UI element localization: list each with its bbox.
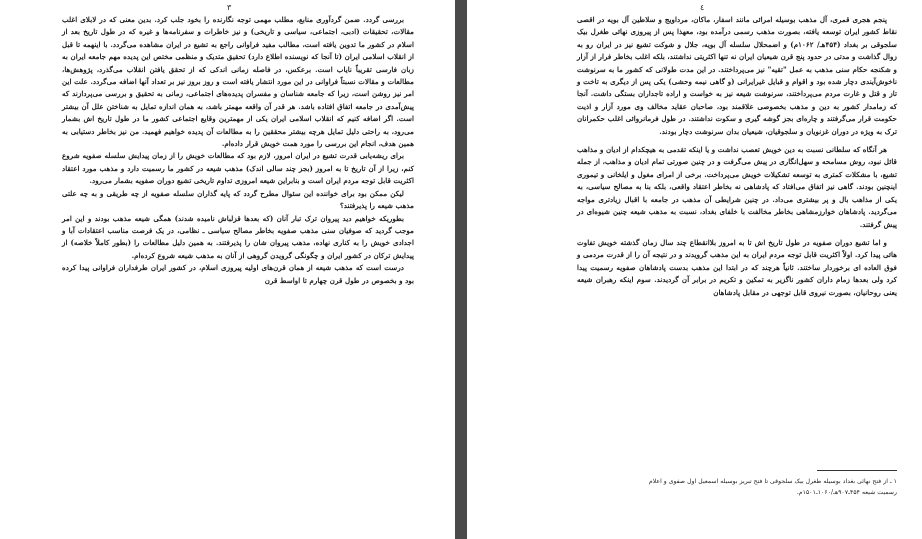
footnote-line: رسمیت شیعه ۴۵۴ـ۹۰۷هـ/۱۰۶۰ـ۱۵۰۱م. [796, 489, 897, 496]
paragraph: بطوریکه خواهیم دید پیروان ترک تبار آنان (که بعدها قزلباش نامیده شدند) همگی شیعه مذهب بودند و این امر موجب گردید که صوفیان سنی مذهب صفویه بخاطر مصالح سیاسی ـ نظامی، در یک فرصت مناسب اعتقادات آبا و اجدادی خویش را به کناری نهاده، مذهب پیروان شان را پذیرفتند. به همین دلیل مطالعات را (بطور کاملاً خلاصه) از پیدایش ترکان در کشور ایران و چگونگی گرویدن گروهی از آنان به مذهب شیعه شروع کرده‌ام. [62, 213, 414, 260]
paragraph: و اما تشیع دوران صفویه در طول تاریخ اش تا به امروز بلاانقطاع چند سال زمان گذشته خویش تفاوت هائی پیدا کرد. اولاً اکثریت قابل توجه مردم ایران به این مذهب گرویدند و در نتیجه آن را از قدرت مردمی و فوق العاده ای برخوردار ساختند. ثانیاً هرچند که در ابتدا این مذهب بدست پادشاهان صفویه رسمیت پیدا کرد ولی بعدها زمام داران کشور ناگزیر به تمکین و تکریم در برابر آن گردیدند. سوم اینکه رهبران شیعه یعنی روحانیان، بصورت نیروی قابل توجهی در مقابل پادشاهان [577, 237, 897, 297]
left-page-body [62, 14, 414, 287]
right-page [467, 0, 922, 539]
paragraph: برای ریشه‌یابی قدرت تشیع در ایران امروز، لازم بود که مطالعات خویش را از زمان پیدایش سلسله صفویه شروع کنم، زیرا از آن تاریخ تا به امروز (بجز چند سالی اندک) مذهب شیعه در کشور ما رسمیت دارد و مذهب مورد اعتقاد اکثریت قابل توجه مردم ایران است و بنابراین شیعه امروزی تداوم تاریخی تشیع دوران صفویه بشمار می‌رود. [62, 151, 414, 186]
left-page [0, 0, 455, 539]
book-gutter [455, 0, 467, 539]
paragraph: هر آنگاه که سلطانی نسبت به دین خویش تعصب نداشت و یا اینکه تقدمی به هیچکدام از ادیان و مذاهب قائل نبود، روش مسامحه و سهل‌انگاری در پیش می‌گرفت و در چنین صورتی تمام ادیان و مذاهب، از جمله تشیع، با مشکلات کمتری به توسعه تشکیلات خویش می‌پرداخت. برخی از امرای مغول و ایلخانی و تیموری اینچنین بودند. گاهی نیز اتفاق می‌افتاد که پادشاهی نه بخاطر اعتقاد واقعی، بلکه بنا به مصالح سیاسی، به یکی از مذاهب بال و پر بیشتری می‌داد. در چنین شرایطی آن مذهب در جامعه با اقبال زیادتری مواجه می‌گردید. پادشاهان خوارزمشاهی بخاطر مخالفت با خلفای بغداد، نسبت به مذهب شیعه چنین شیوه‌ای در پیش گرفتند. [577, 145, 897, 229]
left-page-number: ۳ [227, 3, 232, 12]
paragraph: درست است که مذهب شیعه از همان قرن‌های اولیه پیروزی اسلام، در کشور ایران طرفداران فراوانی پیدا کرده بود و بخصوص در طول قرن چهارم تا اواسط قرن [62, 263, 414, 285]
footnote [577, 476, 897, 498]
footnote-divider [817, 470, 897, 471]
paragraph: پنجم هجری قمری، آل مذهب بوسیله امرائی مانند اسفار، ماکان، مرداویج و سلاطین آل بویه در اقصی نقاط کشور ایران توسعه یافته، بصورت مذهب رسمی درآمده بود، معهذا پس از پیروزی نهائی طغرل بیک سلجوقی بر بغداد (۴۵۴هـ/ ۱۰۶۲م) و اضمحلال سلسله آل بویه، جلال و شوکت تشیع نیز در ایران رو به زوال گذاشت و مدتی در حدود پنج قرن شیعیان ایران نه تنها اکثریتی نداشتند، بلکه اغلب بخاطر فرار از آزار و شکنجه حکام سنی مذهب به عمل "تقیه" نیز می‌پرداختند. در این مدت طولانی که کشور ما به سرنوشت ناخوش‌آیندی دچار شده بود و اقوام و قبایل غیرایرانی (و گاهی نیمه وحشی) یکی پس از دیگری به تاخت و تاز و قتل و غارت مردم می‌پرداختند، سرنوشت شیعه نیز به خواست و اراده تاجداران بستگی داشت. آنجا که زمامدار کشور به دین و مذهب بخصوصی علاقمند بود، صاحبان عقاید مخالف وی مورد آزار و اذیت حکومت قرار می‌گرفتند و چاره‌ای بجز گوشه گیری و سکوت نداشتند. در طول فرمانروائی اغلب حکمرانان ترک به ویژه در دوران غزنویان و سلجوقیان، شیعیان بدان سرنوشت دچار بودند. [577, 15, 897, 136]
right-page-body [577, 14, 897, 299]
footnote-line: ۱ ـ از فتح نهائی بغداد بوسیله طغرل بیک سلجوقی تا فتح تبریز بوسیله اسمعیل اول صفوی و اعلام [648, 478, 897, 485]
right-page-number: ٤ [700, 3, 705, 12]
paragraph: بررسی گردد. ضمن گردآوری منابع، مطلب مهمی توجه نگارنده را بخود جلب کرد. بدین معنی که در لابلای اغلب مقالات، تحقیقات (ادبی، اجتماعی، سیاسی و تاریخی) و نیز خاطرات و سفرنامه‌ها و غیره که در طول تاریخ بعد از اسلام در کشور ما تدوین یافته است، مطالب مفید فراوانی راجع به تشیع در ایران مشاهده می‌گردد. با اینهمه تا قبل از انقلاب اسلامی ایران (تا آنجا که نویسنده اطلاع دارد) تحقیق متدیک و منظمی مختص این پدیده مهم جامعه ایران به زبان فارسی تقریباً نایاب است. برعکس، در فاصله زمانی اندکی که از تحقق یافتن انقلاب می‌گذرد، پژوهش‌ها، مطالعات و مقالات نسبتاً فراوانی در این مورد انتشار یافته است و روز بروز نیز بر تعداد آنها اضافه می‌گردد. علت این امر نیز روشن است، زیرا که جامعه شناسان و مفسران پدیده‌های اجتماعی، زمانی به تحقیق و بررسی می‌پردازند که پیش‌آمدی در جامعه اتفاق افتاده باشد. هر قدر آن واقعه مهمتر باشد، به همان اندازه تمایل به شناختن علل آن بیشتر است. اگر اضافه کنیم که انقلاب اسلامی ایران یکی از مهمترین وقایع اجتماعی کشور ما در طول تاریخ اش بشمار می‌رود، به راحتی دلیل تمایل هرچه بیشتر محققین را به مطالعات آن پدیده خواهیم فهمید. من نیز بخاطر دستیابی به همین هدف، انجام این بررسی را مورد همت خویش قرار داده‌ام. [62, 15, 414, 149]
paragraph: لیکن ممکن بود برای خواننده این سئوال مطرح گردد که پایه گذاران سلسله صفویه از چه طریقی و به چه علتی مذهب شیعه را پذیرفتند؟ [62, 188, 414, 211]
